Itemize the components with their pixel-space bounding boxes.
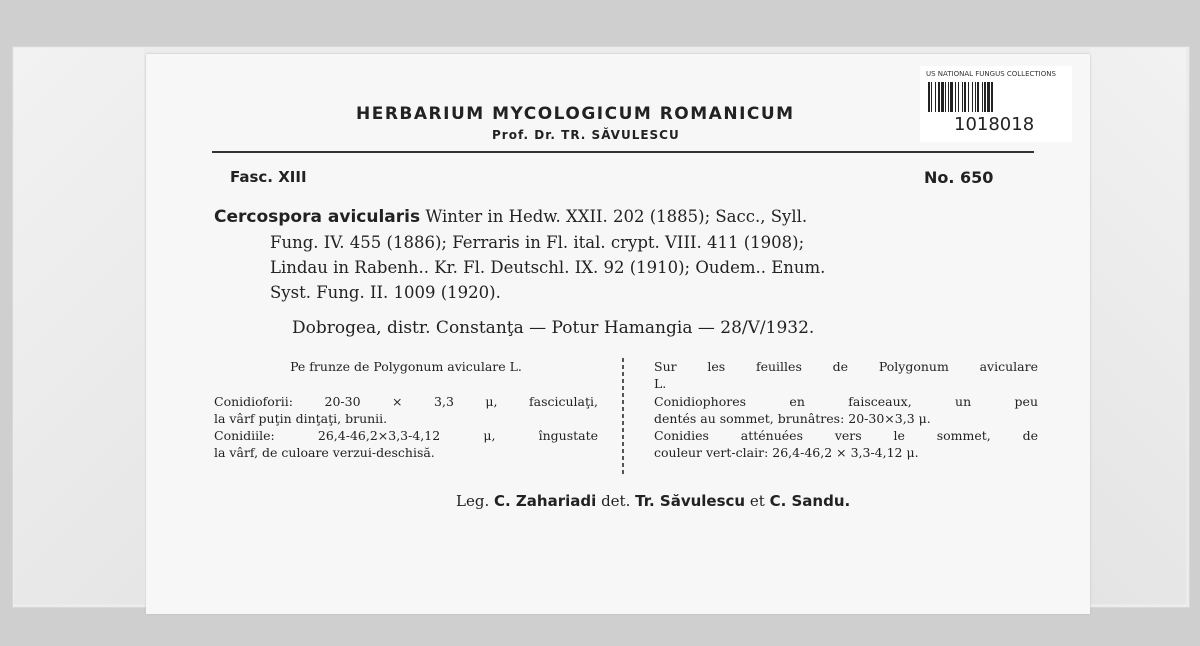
french-host-line-1: Sur les feuilles de Polygonum aviculare — [654, 359, 1038, 374]
envelope-right-flap — [1090, 48, 1186, 604]
species-block — [214, 204, 1044, 305]
specimen-number: No. 650 — [924, 168, 994, 187]
romanian-conidiophores-line-2: la vârf puţin dinţaţi, brunii. — [214, 411, 388, 426]
romanian-conidia-line-1: Conidiile: 26,4-46,2×3,3-4,12 μ, îngustate — [214, 428, 598, 443]
romanian-conidia-line-2: la vârf, de culoare verzui-deschisă. — [214, 445, 435, 460]
barcode-sticker — [920, 66, 1072, 142]
herbarium-title: HERBARIUM MYCOLOGICUM ROMANICUM — [356, 104, 795, 124]
header-rule — [212, 151, 1034, 153]
herbarium-subtitle: Prof. Dr. TR. SĂVULESCU — [492, 128, 680, 142]
fascicle-label: Fasc. XIII — [230, 168, 307, 186]
locality: Dobrogea, distr. Constanţa — Potur Hamangia — 28/V/1932. — [292, 318, 815, 338]
barcode-icon — [928, 82, 1064, 112]
french-conidia-line-2: couleur vert-clair: 26,4-46,2 × 3,3-4,12 μ. — [654, 445, 919, 460]
det-label: det. — [601, 492, 631, 510]
determiner-1: Tr. Săvulescu — [635, 492, 746, 510]
french-conidiophores-line-1: Conidiophores en faisceaux, un peu — [654, 394, 1038, 409]
collector-line — [456, 492, 850, 510]
barcode-caption: US NATIONAL FUNGUS COLLECTIONS — [926, 70, 1056, 78]
french-conidia-line-1: Conidies atténuées vers le sommet, de — [654, 428, 1038, 443]
column-divider — [622, 358, 624, 474]
species-reference-line-3: Lindau in Rabenh.. Kr. Fl. Deutschl. IX. 92 (1910); Oudem.. Enum. — [270, 258, 826, 277]
species-reference-line-1: Winter in Hedw. XXII. 202 (1885); Sacc., Syll. — [425, 207, 808, 226]
species-reference-line-2: Fung. IV. 455 (1886); Ferraris in Fl. ital. crypt. VIII. 411 (1908); — [270, 233, 805, 252]
barcode-number: 1018018 — [954, 114, 1035, 135]
french-description — [654, 358, 1038, 461]
romanian-host: Pe frunze de Polygonum aviculare L. — [290, 359, 522, 374]
and-label: et — [749, 492, 765, 510]
french-conidiophores-line-2: dentés au sommet, brunâtres: 20-30×3,3 μ. — [654, 411, 931, 426]
species-name: Cercospora avicularis — [214, 207, 421, 227]
barcode-stripe — [993, 82, 994, 112]
french-host-line-2: L. — [654, 376, 667, 391]
leg-label: Leg. — [456, 492, 490, 510]
collector-name: C. Zahariadi — [494, 492, 597, 510]
envelope-left-flap — [14, 48, 144, 604]
romanian-description — [214, 358, 598, 461]
romanian-conidiophores-line-1: Conidioforii: 20-30 × 3,3 μ, fasciculaţi, — [214, 394, 598, 409]
determiner-2: C. Sandu. — [769, 492, 851, 510]
species-reference-line-4: Syst. Fung. II. 1009 (1920). — [270, 283, 501, 302]
